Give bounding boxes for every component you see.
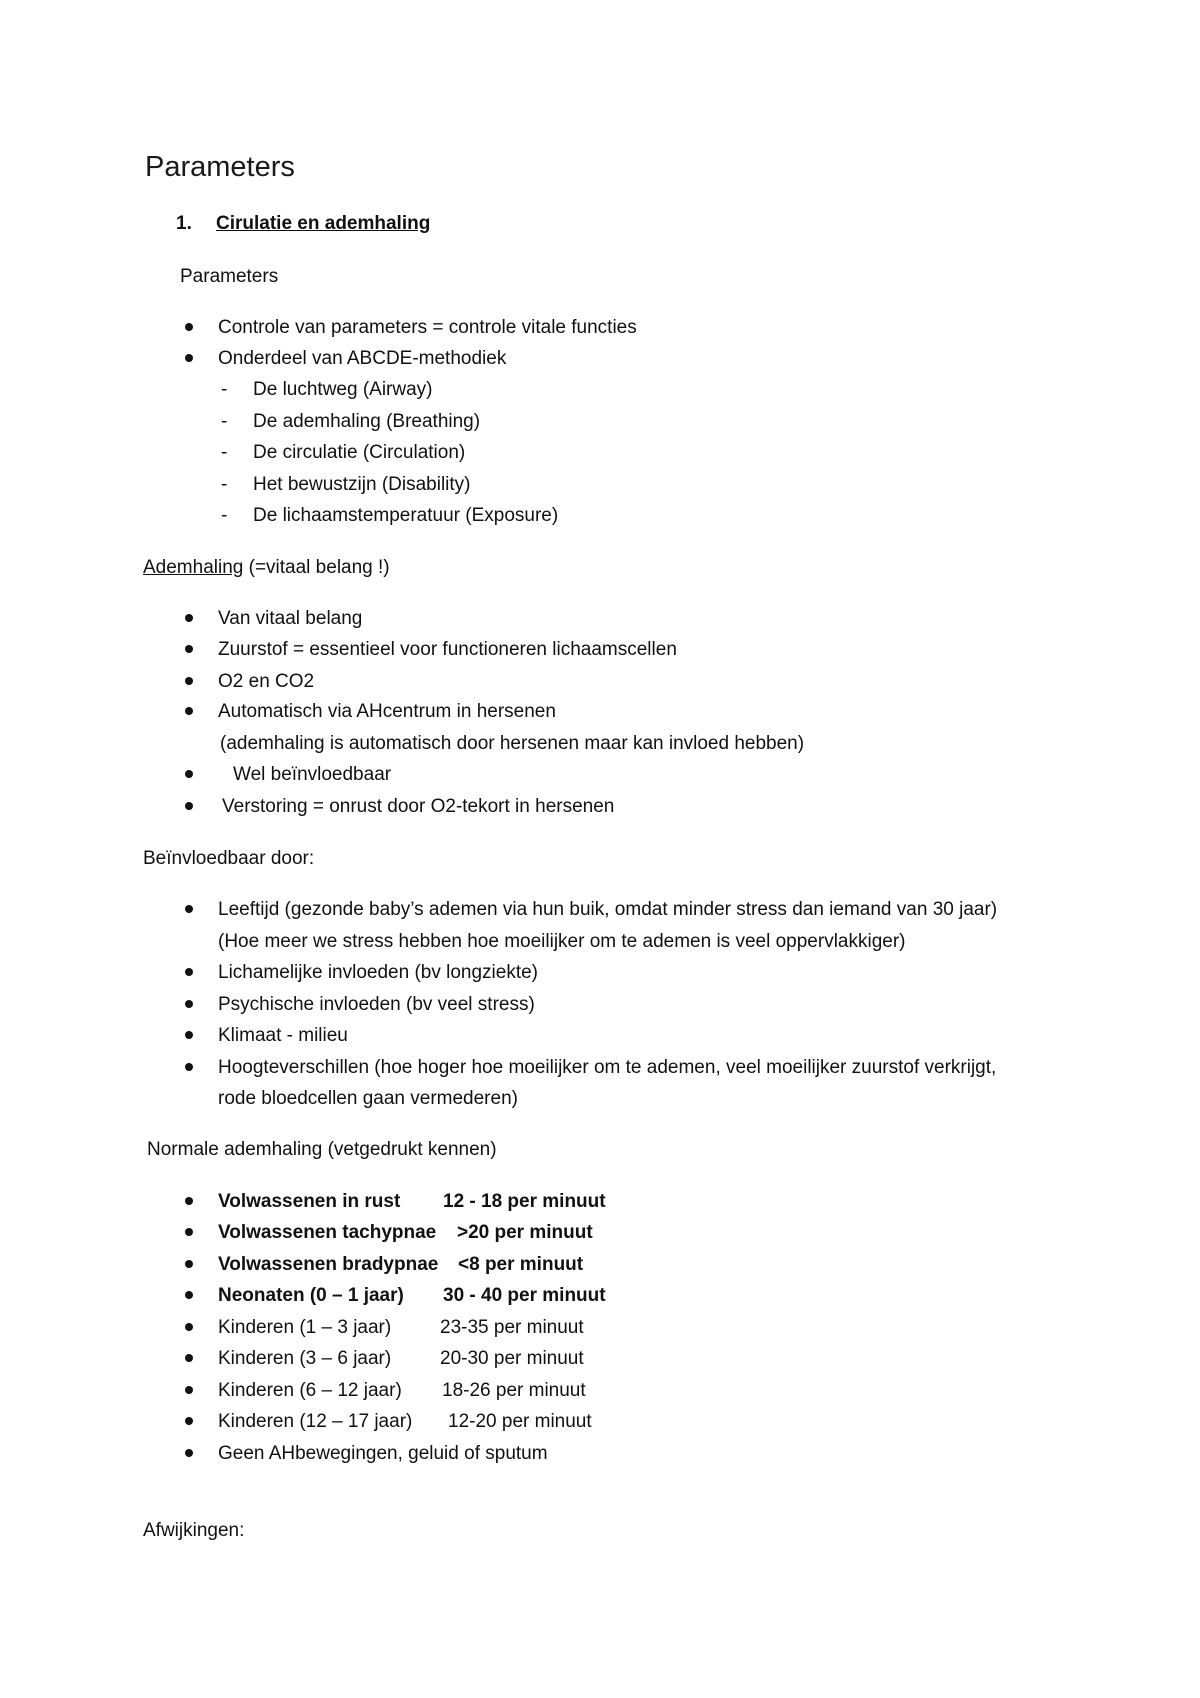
bullet-icon xyxy=(185,1386,193,1394)
bullet-icon xyxy=(185,707,193,715)
bullet-icon xyxy=(185,1323,193,1331)
list-item: Van vitaal belang xyxy=(218,608,363,629)
rate-label: Neonaten (0 – 1 jaar) xyxy=(218,1285,404,1306)
list-item: O2 en CO2 xyxy=(218,671,315,692)
bullet-icon xyxy=(185,1449,193,1457)
list-item: Hoogteverschillen (hoe hoger hoe moeilijker om te ademen, veel moeilijker zuurstof verkrijgt, xyxy=(218,1057,997,1078)
bullet-icon xyxy=(185,323,193,331)
bullet-icon xyxy=(185,1260,193,1268)
bullet-icon xyxy=(185,905,193,913)
sub-list-item: De lichaamstemperatuur (Exposure) xyxy=(253,505,559,526)
section-number: 1. xyxy=(176,213,192,234)
rate-label: Volwassenen tachypnae xyxy=(218,1222,437,1243)
afwijkingen-heading: Afwijkingen: xyxy=(143,1520,245,1541)
ademhaling-heading-rest: (=vitaal belang !) xyxy=(243,557,390,578)
rate-label: Kinderen (12 – 17 jaar) xyxy=(218,1411,413,1432)
dash-marker: - xyxy=(221,442,228,463)
ademhaling-heading xyxy=(143,557,390,580)
section-heading xyxy=(176,213,430,236)
beinvloedbaar-heading: Beïnvloedbaar door: xyxy=(143,848,315,869)
bullet-icon xyxy=(185,1291,193,1299)
list-item: Geen AHbewegingen, geluid of sputum xyxy=(218,1443,548,1464)
bullet-icon xyxy=(185,1228,193,1236)
dash-marker: - xyxy=(221,474,228,495)
bullet-icon xyxy=(185,677,193,685)
section-label: Cirulatie en ademhaling xyxy=(216,213,431,234)
dash-marker: - xyxy=(221,379,228,400)
bullet-icon xyxy=(185,614,193,622)
page-title: Parameters xyxy=(145,151,295,183)
bullet-icon xyxy=(185,1197,193,1205)
bullet-icon xyxy=(185,770,193,778)
list-item: Onderdeel van ABCDE-methodiek xyxy=(218,348,507,369)
sub-list-item: De ademhaling (Breathing) xyxy=(253,411,481,432)
list-item: Psychische invloeden (bv veel stress) xyxy=(218,994,535,1015)
subheading: Parameters xyxy=(180,266,279,287)
bullet-icon xyxy=(185,968,193,976)
dash-marker: - xyxy=(221,411,228,432)
rate-value: 18-26 per minuut xyxy=(442,1380,586,1401)
bullet-icon xyxy=(185,645,193,653)
bullet-icon xyxy=(185,1000,193,1008)
list-item: Zuurstof = essentieel voor functioneren lichaamscellen xyxy=(218,639,677,660)
bullet-icon xyxy=(185,1354,193,1362)
bullet-icon xyxy=(185,1417,193,1425)
normaal-heading: Normale ademhaling (vetgedrukt kennen) xyxy=(147,1139,497,1160)
rate-value: 20-30 per minuut xyxy=(440,1348,584,1369)
list-item-note: (ademhaling is automatisch door hersenen maar kan invloed hebben) xyxy=(220,733,805,754)
rate-value: 23-35 per minuut xyxy=(440,1317,584,1338)
list-item-continuation: rode bloedcellen gaan vermederen) xyxy=(218,1088,518,1109)
bullet-icon xyxy=(185,1031,193,1039)
list-item-continuation: (Hoe meer we stress hebben hoe moeilijker om te ademen is veel oppervlakkiger) xyxy=(218,931,906,952)
rate-label: Volwassenen bradypnae xyxy=(218,1254,439,1275)
rate-value: >20 per minuut xyxy=(457,1222,593,1243)
rate-label: Volwassenen in rust xyxy=(218,1191,401,1212)
list-item: Controle van parameters = controle vitale functies xyxy=(218,317,637,338)
rate-value: 12 - 18 per minuut xyxy=(443,1191,606,1212)
rate-label: Kinderen (3 – 6 jaar) xyxy=(218,1348,392,1369)
list-item: Lichamelijke invloeden (bv longziekte) xyxy=(218,962,539,983)
list-item: Klimaat - milieu xyxy=(218,1025,348,1046)
rate-label: Kinderen (1 – 3 jaar) xyxy=(218,1317,392,1338)
bullet-icon xyxy=(185,802,193,810)
list-item: Automatisch via AHcentrum in hersenen xyxy=(218,701,556,722)
sub-list-item: De luchtweg (Airway) xyxy=(253,379,433,400)
sub-list-item: Het bewustzijn (Disability) xyxy=(253,474,471,495)
ademhaling-heading-underlined: Ademhaling xyxy=(143,557,244,578)
list-item: Leeftijd (gezonde baby’s ademen via hun buik, omdat minder stress dan iemand van 30 jaar) xyxy=(218,899,998,920)
sub-list-item: De circulatie (Circulation) xyxy=(253,442,466,463)
dash-marker: - xyxy=(221,505,228,526)
rate-label: Kinderen (6 – 12 jaar) xyxy=(218,1380,402,1401)
rate-value: <8 per minuut xyxy=(458,1254,584,1275)
bullet-icon xyxy=(185,354,193,362)
list-item: Verstoring = onrust door O2-tekort in hersenen xyxy=(222,796,615,817)
bullet-icon xyxy=(185,1063,193,1071)
rate-value: 12-20 per minuut xyxy=(448,1411,592,1432)
rate-value: 30 - 40 per minuut xyxy=(443,1285,606,1306)
list-item: Wel beïnvloedbaar xyxy=(233,764,392,785)
